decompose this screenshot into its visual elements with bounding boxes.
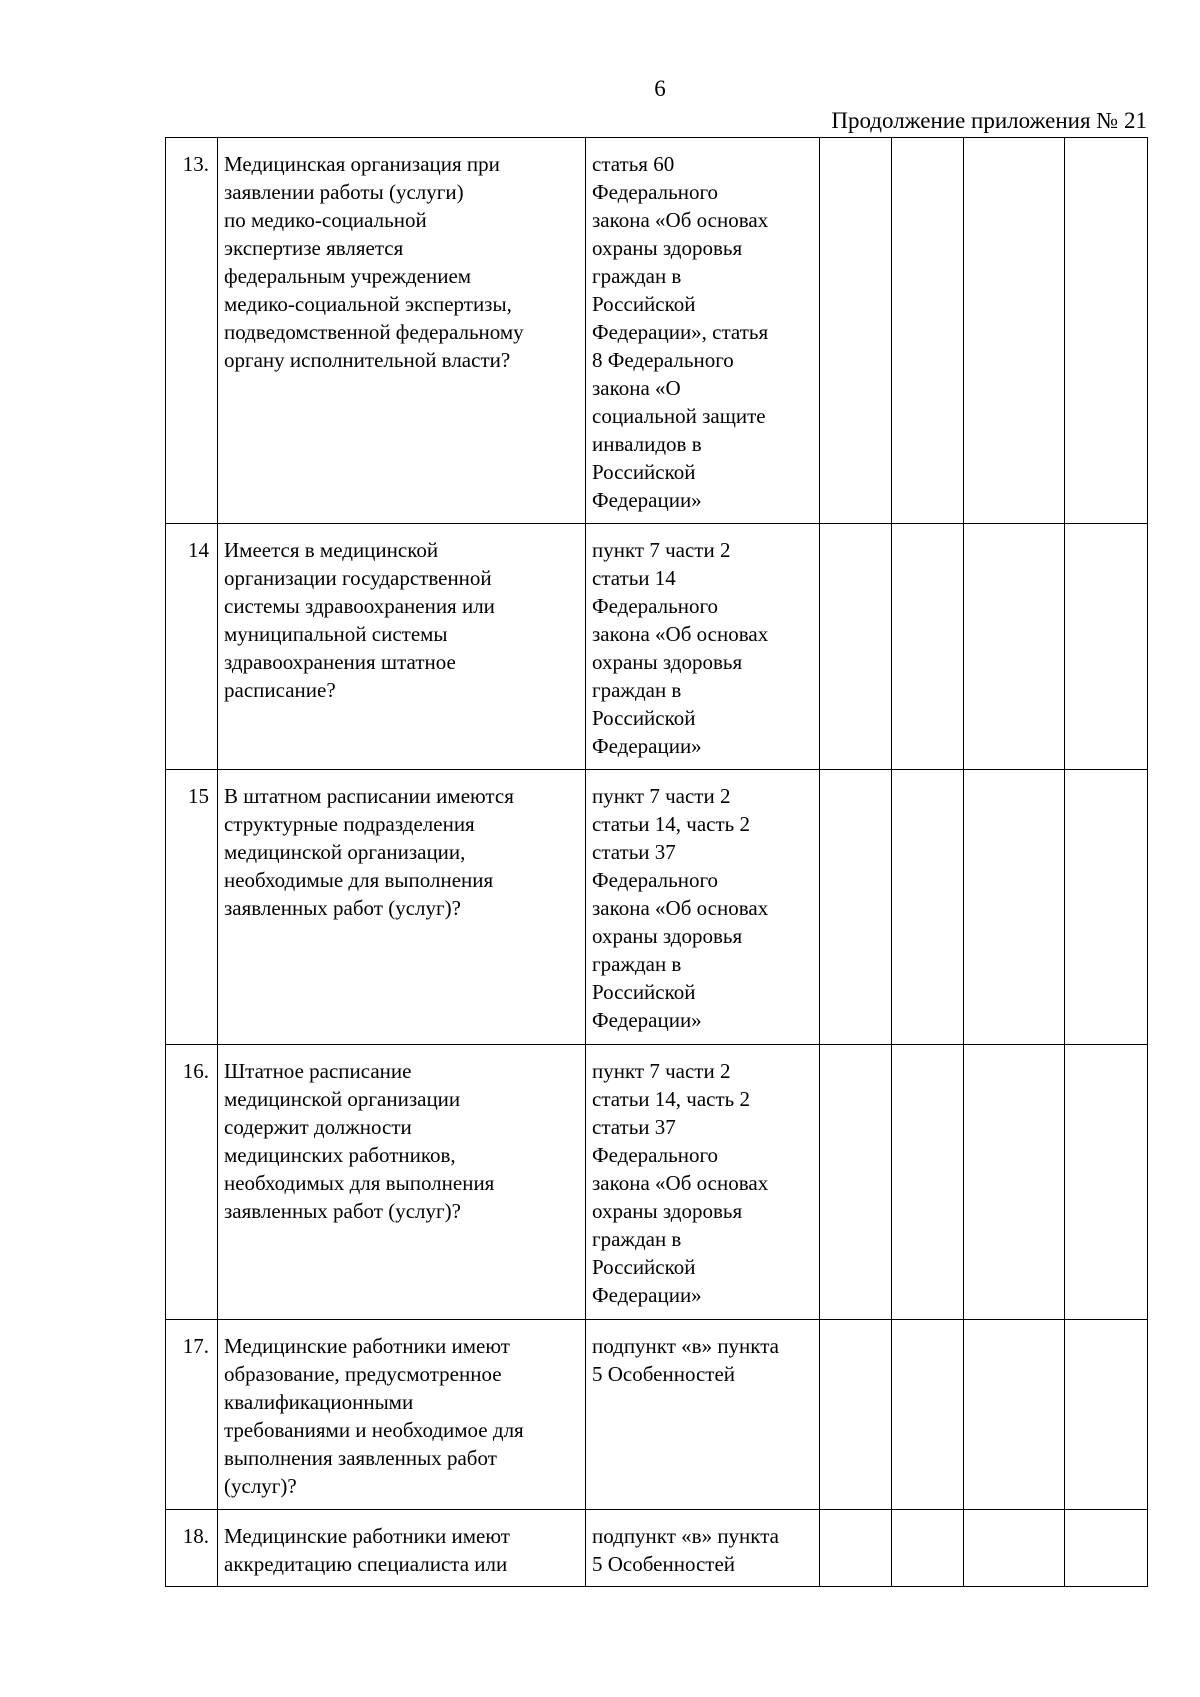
checklist-table	[165, 137, 1148, 1587]
row-number: 13.	[166, 138, 218, 524]
row-reference: пункт 7 части 2 статьи 14, часть 2 статьи 37 Федерального закона «Об основах охраны здоровья граждан в Российской Федерации»	[586, 1045, 820, 1320]
row-question: Имеется в медицинской организации государственной системы здравоохранения или муниципальной системы здравоохранения штатное расписание?	[218, 524, 586, 770]
row-number: 18.	[166, 1510, 218, 1587]
row-number: 17.	[166, 1320, 218, 1510]
table-row	[166, 138, 1148, 524]
row-question: Штатное расписание медицинской организации содержит должности медицинских работников, необходимых для выполнения заявленных работ (услуг)?	[218, 1045, 586, 1320]
answer-cell-not-applicable[interactable]	[964, 1320, 1065, 1510]
answer-cell-yes[interactable]	[820, 524, 892, 770]
row-question: В штатном расписании имеются структурные подразделения медицинской организации, необходимые для выполнения заявленных работ (услуг)?	[218, 770, 586, 1045]
answer-cell-not-applicable[interactable]	[964, 770, 1065, 1045]
answer-cell-not-applicable[interactable]	[964, 524, 1065, 770]
row-reference: подпункт «в» пункта 5 Особенностей	[586, 1320, 820, 1510]
answer-cell-no[interactable]	[892, 1510, 964, 1587]
row-reference: пункт 7 части 2 статьи 14 Федерального закона «Об основах охраны здоровья граждан в Российской Федерации»	[586, 524, 820, 770]
row-number: 16.	[166, 1045, 218, 1320]
row-reference: статья 60 Федерального закона «Об основах охраны здоровья граждан в Российской Федерации», статья 8 Федерального закона «О социальной защите инвалидов в Российской Федерации»	[586, 138, 820, 524]
answer-cell-no[interactable]	[892, 1045, 964, 1320]
answer-cell-note[interactable]	[1065, 1320, 1148, 1510]
answer-cell-note[interactable]	[1065, 770, 1148, 1045]
answer-cell-yes[interactable]	[820, 1510, 892, 1587]
page-number: 6	[654, 76, 666, 101]
row-reference: пункт 7 части 2 статьи 14, часть 2 статьи 37 Федерального закона «Об основах охраны здоровья граждан в Российской Федерации»	[586, 770, 820, 1045]
table-row	[166, 1045, 1148, 1320]
row-number: 14	[166, 524, 218, 770]
row-number: 15	[166, 770, 218, 1045]
table-row	[166, 1320, 1148, 1510]
answer-cell-not-applicable[interactable]	[964, 138, 1065, 524]
table-row	[166, 524, 1148, 770]
answer-cell-yes[interactable]	[820, 770, 892, 1045]
answer-cell-yes[interactable]	[820, 1320, 892, 1510]
answer-cell-no[interactable]	[892, 1320, 964, 1510]
answer-cell-note[interactable]	[1065, 1045, 1148, 1320]
answer-cell-no[interactable]	[892, 770, 964, 1045]
row-question: Медицинская организация при заявлении работы (услуги) по медико-социальной экспертизе является федеральным учреждением медико-социальной экспертизы, подведомственной федеральному органу исполнительной власти?	[218, 138, 586, 524]
table-row	[166, 770, 1148, 1045]
continuation-heading: Продолжение приложения № 21	[831, 108, 1147, 133]
answer-cell-yes[interactable]	[820, 138, 892, 524]
answer-cell-no[interactable]	[892, 524, 964, 770]
answer-cell-not-applicable[interactable]	[964, 1045, 1065, 1320]
answer-cell-no[interactable]	[892, 138, 964, 524]
row-question: Медицинские работники имеют аккредитацию специалиста или	[218, 1510, 586, 1587]
answer-cell-not-applicable[interactable]	[964, 1510, 1065, 1587]
checklist-body	[166, 138, 1148, 1587]
row-reference: подпункт «в» пункта 5 Особенностей	[586, 1510, 820, 1587]
table-row	[166, 1510, 1148, 1587]
answer-cell-note[interactable]	[1065, 524, 1148, 770]
row-question: Медицинские работники имеют образование, предусмотренное квалификационными требованиями и необходимое для выполнения заявленных работ (услуг)?	[218, 1320, 586, 1510]
answer-cell-note[interactable]	[1065, 138, 1148, 524]
answer-cell-note[interactable]	[1065, 1510, 1148, 1587]
answer-cell-yes[interactable]	[820, 1045, 892, 1320]
